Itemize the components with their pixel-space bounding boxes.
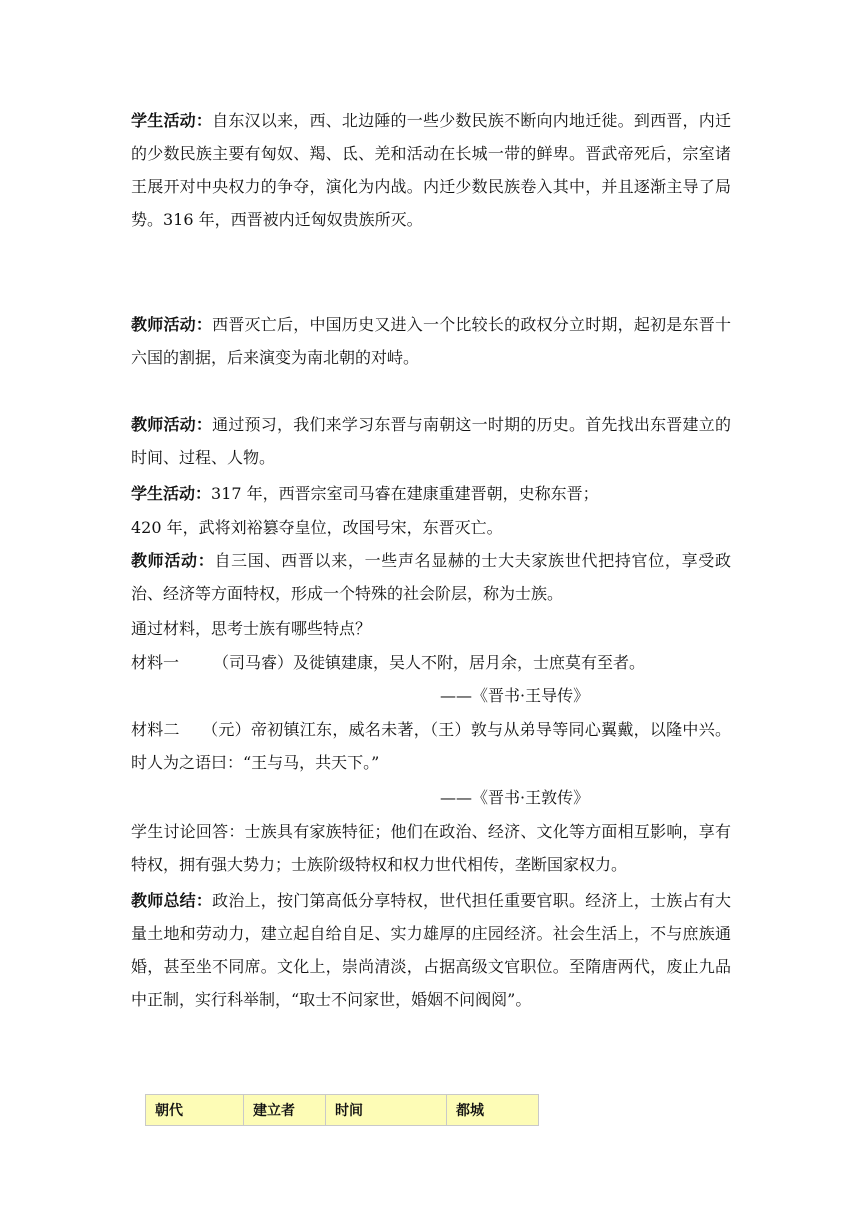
table-header-cell: 都城 — [447, 1095, 539, 1126]
paragraph-label: 学生活动： — [131, 111, 213, 130]
paragraph-text: 通过预习，我们来学习东晋与南朝这一时期的历史。首先找出东晋建立的时间、过程、人物。 — [131, 415, 731, 467]
material-1-source: ——《晋书·王导传》 — [440, 686, 590, 705]
paragraph-label: 学生活动： — [131, 484, 212, 503]
teacher-summary — [131, 884, 731, 1016]
paragraph-label: 教师活动： — [131, 315, 213, 334]
material-label: 材料二 — [131, 720, 180, 739]
student-discussion-answer: 学生讨论回答：士族具有家族特征；他们在政治、经济、文化等方面相互影响，享有特权，拥有强大势力；士族阶级特权和权力世代相传，垄断国家权力。 — [131, 822, 731, 874]
material-2 — [131, 713, 731, 779]
material-2-source: ——《晋书·王敦传》 — [440, 788, 590, 807]
material-text: （司马睿）及徙镇建康，吴人不附，居月余，士庶莫有至者。 — [213, 653, 646, 672]
student-activity-2 — [131, 477, 731, 510]
paragraph-label: 教师活动： — [131, 415, 213, 434]
table-header-cell: 朝代 — [146, 1095, 244, 1126]
paragraph-label: 教师总结： — [131, 891, 213, 910]
teacher-activity-1 — [131, 308, 731, 374]
paragraph-text: 自东汉以来，西、北边陲的一些少数民族不断向内地迁徙。到西晋，内迁的少数民族主要有匈奴、羯、氐、羌和活动在长城一带的鲜卑。晋武帝死后，宗室诸王展开对中央权力的争夺，演化为内战。内迁少数民族卷入其中，并且逐渐主导了局势。316 年，西晋被内迁匈奴贵族所灭。 — [131, 111, 731, 229]
material-1 — [131, 646, 731, 679]
student-activity-2-line2: 420 年，武将刘裕篡夺皇位，改国号宋，东晋灭亡。 — [131, 518, 503, 537]
teacher-activity-3 — [131, 544, 731, 610]
student-activity-1 — [131, 104, 731, 236]
table-header-row — [146, 1095, 539, 1126]
question-text: 通过材料，思考士族有哪些特点？ — [131, 619, 372, 638]
paragraph-text: 政治上，按门第高低分享特权，世代担任重要官职。经济上，士族占有大量土地和劳动力，建立起自给自足、实力雄厚的庄园经济。社会生活上，不与庶族通婚，甚至坐不同席。文化上，崇尚清淡，占据高级文官职位。至隋唐两代，废止九品中正制，实行科举制，“取士不问家世，婚姻不问阀阅”。 — [131, 891, 731, 1009]
material-text: （元）帝初镇江东，威名未著，（王）敦与从弟导等同心翼戴，以隆中兴。时人为之语曰：“王与马，共天下。” — [131, 720, 731, 772]
paragraph-text: 自三国、西晋以来，一些声名显赫的士大夫家族世代把持官位，享受政治、经济等方面特权，形成一个特殊的社会阶层，称为士族。 — [131, 551, 731, 603]
paragraph-label: 教师活动： — [131, 551, 215, 570]
dynasty-table — [145, 1094, 539, 1126]
table-header-cell: 时间 — [326, 1095, 447, 1126]
material-label: 材料一 — [131, 653, 180, 672]
paragraph-text: 317 年，西晋宗室司马睿在建康重建晋朝，史称东晋； — [211, 484, 599, 503]
paragraph-text: 西晋灭亡后，中国历史又进入一个比较长的政权分立时期，起初是东晋十六国的割据，后来演变为南北朝的对峙。 — [131, 315, 731, 367]
table-header-cell: 建立者 — [244, 1095, 326, 1126]
teacher-activity-2 — [131, 408, 731, 474]
